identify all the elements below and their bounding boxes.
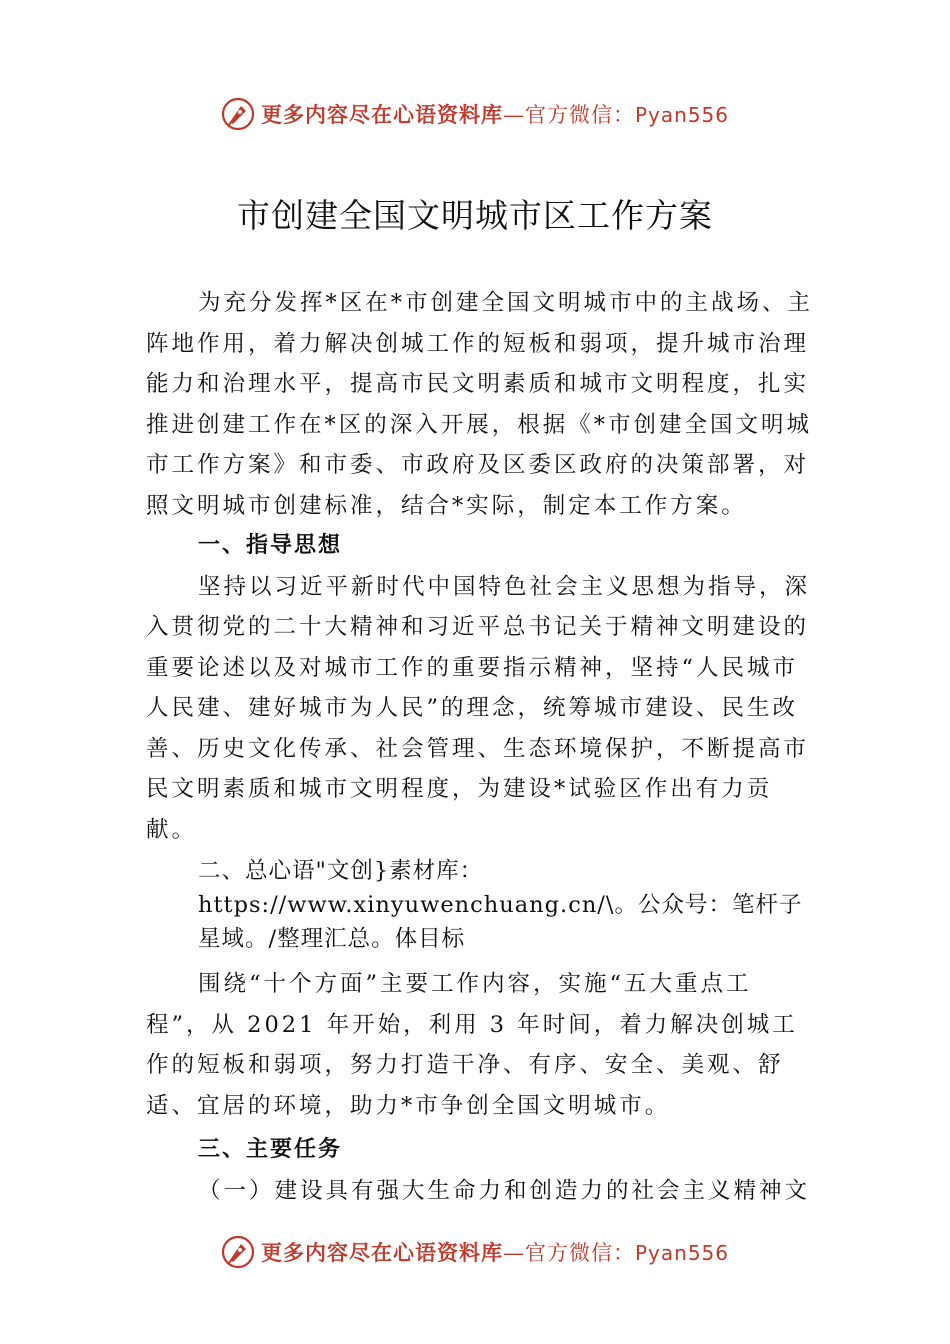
section-paragraph-2: 围绕“十个方面”主要工作内容，实施“五大重点工程”，从 2021 年开始，利用 3 年时间，着力解决创城工作的短板和弱项，努力打造干净、有序、安全、美观、舒适、宜居的环境，助力*市争创全国文明城市。 xyxy=(146,971,798,1119)
header-banner xyxy=(0,94,950,134)
banner-text: 更多内容尽在心语资料库—官方微信：Pyan556 xyxy=(260,1240,729,1265)
section-paragraph-3: （一）建设具有强大生命力和创造力的社会主义精神文 xyxy=(198,1177,811,1204)
document-body xyxy=(146,283,816,1211)
section-heading-1: 一、指导思想 xyxy=(198,533,343,558)
banner-text: 更多内容尽在心语资料库—官方微信：Pyan556 xyxy=(260,102,729,127)
document-title: 市创建全国文明城市区工作方案 xyxy=(237,196,713,235)
section-paragraph-1: 坚持以习近平新时代中国特色社会主义思想为指导，深入贯彻党的二十大精神和习近平总书记关于精神文明建设的重要论述以及对城市工作的重要指示精神，坚持“人民城市人民建、建好城市为人民”的理念，统筹城市建设、民生改善、历史文化传承、社会管理、生态环境保护，不断提高市民文明素质和城市文明程度，为建设*试验区作出有力贡献。 xyxy=(146,573,811,843)
footer-banner xyxy=(0,1232,950,1272)
section-heading-2: 二、总心语"文创}素材库：https://www.xinyuwenchuang.cn/\。公众号：笔杆子星域。/整理汇总。体目标 xyxy=(198,858,803,952)
intro-paragraph: 为充分发挥*区在*市创建全国文明城市中的主战场、主阵地作用，着力解决创城工作的短板和弱项，提升城市治理能力和治理水平，提高市民文明素质和城市文明程度，扎实推进创建工作在*区的深入开展，根据《*市创建全国文明城市工作方案》和市委、市政府及区委区政府的决策部署，对照文明城市创建标准，结合*实际，制定本工作方案。 xyxy=(146,290,814,519)
pen-nib-logo-icon xyxy=(221,1235,255,1269)
pen-nib-logo-icon xyxy=(221,97,255,131)
section-heading-3: 三、主要任务 xyxy=(198,1137,343,1162)
